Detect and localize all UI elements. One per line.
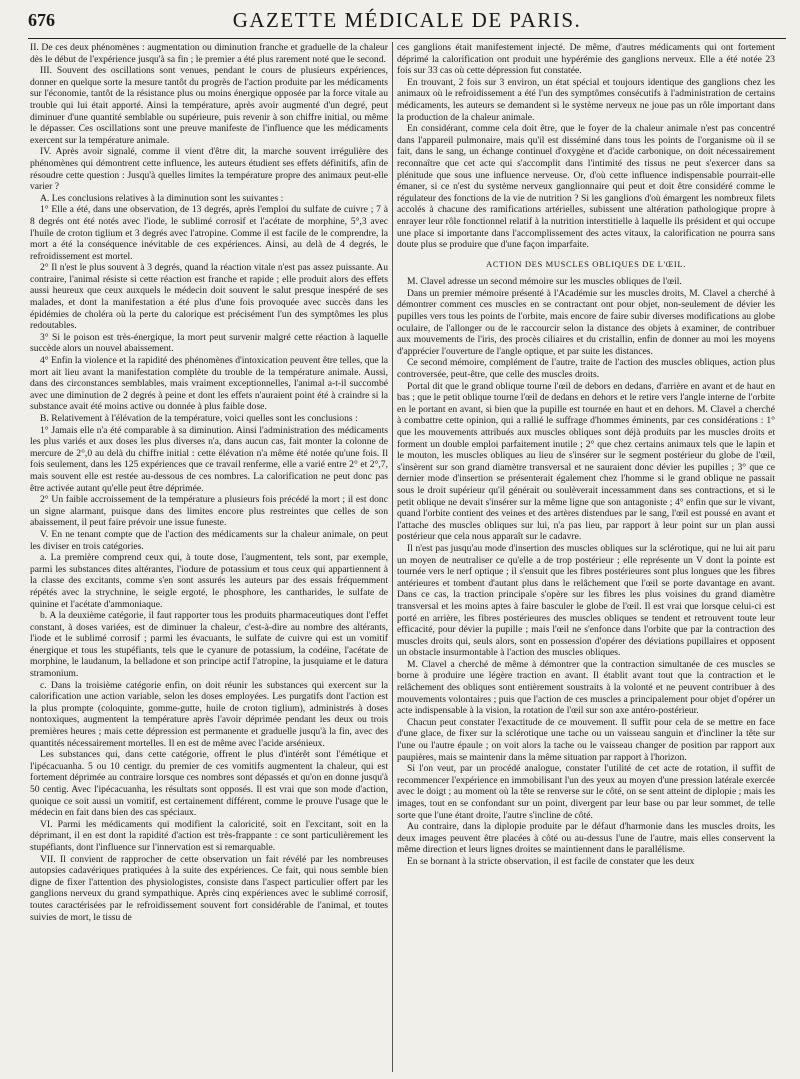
- paragraph: Dans un premier mémoire présenté à l'Académie sur les muscles droits, M. Clavel a cherché à démontrer comment ces muscles en se contractant ont pour objet, non-seulement de dévier les pupilles vers tous les points de l'orbite, mais encore de faire subir diverses modifications au globe oculaire, de l'allonger ou de le raccourcir selon la distance des objets à examiner, de contribuer aux mouvements de l'iris, des procès ciliaires et du cristallin, enfin de donner au moi les moyens d'apprécier l'ouverture de l'angle optique, et par suite les distances.: [397, 287, 775, 357]
- left-column: [30, 42, 388, 1072]
- journal-title: GAZETTE MÉDICALE DE PARIS.: [232, 8, 582, 32]
- paragraph: c. Dans la troisième catégorie enfin, on doit réunir les substances qui exercent sur la calorification une action variable, selon les doses employées. Les purgatifs dont l'action est la plus prompte (coloquinte, gomme-gutte, huile de croton tiglium), administrés à doses nontoxiques, augmentent la température après l'avoir déprimée pendant les deux ou trois premières heures ; mais cette dépression est permanente et graduelle jusqu'à la fin, avec des quantités nécessairement mortelles. Il en est de même avec l'acide arsénieux.: [30, 679, 388, 749]
- paragraph: M. Clavel adresse un second mémoire sur les muscles obliques de l'œil.: [407, 276, 682, 288]
- paragraph: Si l'on veut, par un procédé analogue, constater l'utilité de cet acte de rotation, il suffit de recommencer l'expérience en immobilisant l'un des yeux au moyen d'une pression latérale exercée avec le doigt ; au moment où la tête se renverse sur le côté, on se sent atteint de diplopie ; mais les images, tout en se confondant sur un point, divergent par leur base ou par leur sommet, de telle sorte que l'une étant droite, l'autre s'incline de côté.: [397, 763, 775, 821]
- paragraph: Chacun peut constater l'exactitude de ce mouvement. Il suffit pour cela de se mettre en face d'une glace, de fixer sur la sclérotique une tache ou un vaisseau sanguin et d'incliner la tête sur l'une ou l'autre épaule ; on voit alors la tache ou le vaisseau changer de position par rapport aux paupières, mais se maintenir dans la même situation par rapport à l'horizon.: [397, 716, 775, 763]
- paragraph: A. Les conclusions relatives à la diminution sont les suivantes :: [40, 192, 284, 204]
- paragraph: VII. Il convient de rapprocher de cette observation un fait révélé par les nombreuses autopsies cadavériques pratiquées à la suite des expériences. Ce fait, qui nous semble bien digne de fixer l'attention des physiologistes, consiste dans l'aspect particulier offert par les ganglions nerveux du grand sympathique. Après cinq expériences avec le sublimé corrosif, toutes caractérisées par le refroidissement souvent fort considérable de l'animal, et toutes suivies de mort, le tissu de: [30, 853, 388, 923]
- right-column: [397, 42, 775, 1072]
- paragraph: III. Souvent des oscillations sont venues, pendant le cours de plusieurs expériences, donner en quelque sorte la mesure tantôt du progrès de l'action produite par les médicaments sur l'économie, tantôt de la résistance plus ou moins énergique opposée par la force vitale au trouble qui lui était apporté. Ainsi la température, après avoir augmenté d'un degré, peut diminuer d'une quantité semblable ou supérieure, puis revenir à son chiffre initial, ou même le dépasser. Ces oscillations sont une preuve manifeste de l'influence que les médicaments exercent sur la température animale.: [30, 65, 388, 146]
- paragraph: B. Relativement à l'élévation de la température, voici quelles sont les conclusions :: [40, 413, 358, 424]
- paragraph: Ce second mémoire, complément de l'autre, traite de l'action des muscles obliques, action plus controversée, peut-être, que celle des muscles droits.: [397, 357, 775, 381]
- column-divider: [392, 42, 393, 1072]
- paragraph: b. A la deuxième catégorie, il faut rapporter tous les produits pharmaceutiques dont l'effet constant, à doses variées, est de diminuer la chaleur, c'est-à-dire au nombre des altérants, l'iode et le sublimé corrosif ; parmi les évacuants, le sulfate de cuivre qui est un vomitif énergique et tous les stupéfiants, tels que le cyanure de potassium, la codéine, l'acétate de morphine, le laudanum, la belladone et son principe actif l'atropine, la jusquiame et le datura stramonium.: [30, 610, 388, 680]
- paragraph: 1° Elle a été, dans une observation, de 13 degrés, après l'emploi du sulfate de cuivre ; 7 à 8 degrés ont été notés avec l'iode, le sublimé corrosif et l'acétate de morphine, 5°,3 avec l'huile de croton tiglium et 3 degrés avec l'atropine. Comme il est facile de le comprendre, la mort a été la conséquence inévitable de ces expériences. Ainsi, au delà de 4 degrés, le refroidissement est mortel.: [30, 204, 388, 262]
- paragraph: Les substances qui, dans cette catégorie, offrent le plus d'intérêt sont l'émétique et l'ipécacuanha. 5 ou 10 centigr. du premier de ces vomitifs augmentent la chaleur, qui est fortement déprimée au contraire lorsque ces nombres sont dépassés et qu'on en donne jusqu'à 50 centig. Avec l'ipécacuanha, les résultats sont opposés. Il est vrai que son mode d'action, quoique ce soit aussi un vomitif, est certainement différent, comme le prouve l'usage que le médecin en fait dans bien des cas spéciaux.: [30, 749, 388, 819]
- paragraph: a. La première comprend ceux qui, à toute dose, l'augmentent, tels sont, par exemple, parmi les substances dites altérantes, l'iodure de potassium et tous ceux qui appartiennent à la classe des excitants, comme s'en sont assurés les auteurs par des essais fréquemment répétés avec la strychnine, le seigle ergoté, le phosphore, les cantharides, le sulfate de quinine et l'acétate d'ammoniaque.: [30, 552, 388, 610]
- paragraph: 2° Un faible accroissement de la température a plusieurs fois précédé la mort ; il est donc un signe alarmant, puisque dans des limites encore plus restreintes que celles de son abaissement, il peut faire prévoir une issue funeste.: [30, 494, 388, 529]
- paragraph: VI. Parmi les médicaments qui modifient la caloricité, soit en l'excitant, soit en la déprimant, il en est dont la rapidité d'action est très-frappante : ce sont particulièrement les stupéfiants, dont l'influence sur l'innervation est si remarquable.: [30, 818, 388, 853]
- paragraph: 3° Si le poison est très-énergique, la mort peut survenir malgré cette réaction à laquelle succède alors un nouvel abaissement.: [30, 331, 388, 355]
- paragraph: En considérant, comme cela doit être, que le foyer de la chaleur animale n'est pas concentré dans l'appareil pulmonaire, mais qu'il est disséminé dans tous les points de l'organisme où il se fait, dans le sang, un échange continuel d'oxygène et d'acide carbonique, on doit nécessairement reconnaître que cet acte qui s'accomplit dans l'intimité des tissus ne peut s'exercer dans sa plénitude que sous une influence nerveuse. Or, d'où cette influence indispensable pourrait-elle émaner, si ce n'est du système nerveux ganglionnaire qui peut et doit être considéré comme le régulateur des fonctions de la vie de nutrition ? Si les ganglions d'où émargent les nombreux filets accolés à chacune des ramifications artérielles, subissent une altération pathologique propre à enrayer leur rôle fonctionnel relatif à la nutrition interstitielle à laquelle ils président et qui occupe une place si importante dans l'accomplissement des actes vitaux, la calorification ne pourra sans doute plus se produire que d'une façon imparfaite.: [397, 123, 775, 251]
- paragraph: IV. Après avoir signalé, comme il vient d'être dit, la marche souvent irrégulière des phénomènes qui démontrent cette influence, les auteurs étudient ses effets définitifs, afin de résoudre cette question : Jusqu'à quelles limites la température propre des animaux peut-elle varier ?: [30, 146, 388, 193]
- section-heading: ACTION DES MUSCLES OBLIQUES DE L'ŒIL.: [486, 258, 686, 269]
- paragraph: ces ganglions était manifestement injecté. De même, d'autres médicaments qui ont fortement déprimé la calorification ont produit une hypérémie des ganglions nerveux. Elle a été notée 23 fois sur 33 cas où cette dépression fut constatée.: [397, 42, 775, 77]
- paragraph: En trouvant, 2 fois sur 3 environ, un état spécial et toujours identique des ganglions chez les animaux où le refroidissement a été l'un des symptômes consécutifs à l'administration de certains médicaments, les auteurs se demandent si le système nerveux ne joue pas un rôle important dans la production de la chaleur animale.: [397, 76, 775, 123]
- paragraph: V. En ne tenant compte que de l'action des médicaments sur la chaleur animale, on peut les diviser en trois catégories.: [30, 528, 388, 552]
- paragraph: M. Clavel a cherché de même à démontrer que la contraction simultanée de ces muscles se borne à produire une légère traction en avant. Il établit avant tout que la contraction et le relâchement des obliques sont entièrement soustraits à la volonté et ne peuvent contribuer à des mouvements volontaires ; puis que l'action de ces muscles a principalement pour objet d'opérer un acte indispensable à la vision, la rotation de l'œil sur son axe antéro-postérieur.: [397, 658, 775, 717]
- page-number: 676: [28, 10, 55, 30]
- paragraph: Portal dit que le grand oblique tourne l'œil de debors en dedans, d'arrière en avant et de haut en bas ; que le petit oblique tourne l'œil de dedans en dehors et le retire vers l'angle interne de l'orbite en le portant en avant, si bien que la pupille est tournée en haut et en dehors. M. Clavel a cherché à combattre cette opinion, qui a rallié le suffrage d'hommes éminents, par ces considérations : 1° que les mouvements attribués aux muscles obliques sont déjà produits par les muscles droits et forment un double emploi parfaitement inutile ; 2° que chez certains animaux tels que le lapin et le mouton, les muscles obliques au lieu de s'insérer sur le segment postérieur du globe de l'œil, s'insèrent sur son grand diamètre transversal et ne sauraient donc dévier les pupilles ; 3° que ce dernier mode d'insertion se présenterait également chez l'homme si le grand oblique ne passait sous le droit supérieur qu'il générait ou soulèverait incessamment dans ses contractions, et si le petit oblique ne devait s'insérer sur la même ligne que son antagoniste ; 4° enfin que sur le vivant, quand l'orbite contient des veines et des artères distendues par le sang, l'œil est poussé en avant et l'attache des muscles obliques sur lui, n'a pas lieu, par rapport à leur point sur un plan aussi postérieur que cela nous apparaît sur le cadavre.: [397, 380, 775, 543]
- paragraph: II. De ces deux phénomènes : augmentation ou diminution franche et graduelle de la chaleur dès le début de l'expérience jusqu'à sa fin ; le premier a été plus rarement noté que le second.: [30, 42, 388, 65]
- paragraph: Il n'est pas jusqu'au mode d'insertion des muscles obliques sur la sclérotique, qui ne lui ait paru un moyen de neutraliser ce qu'elle a de trop postérieur ; elle représente un V dont la pointe est tournée vers le nerf optique ; il s'ensuit que les fibres postérieures sont plus longues que les fibres antérieures et tombent d'autant plus dans le relâchement que l'œil se porte davantage en avant. Dans ce cas, la traction principale s'opère sur les fibres les plus voisines du grand diamètre transversal et les moins aptes à faire basculer le globe de l'œil. Il est vrai que lorsque celui-ci est porté en arrière, les fibres postérieures des muscles obliques se tendent et retrouvent toute leur efficacité, pour dévier la pupille ; mais l'œil ne s'enfonce dans l'orbite que par la contraction des muscles droits qui, seuls alors, sont en possession d'opérer des déviations pupillaires et opposent un obstacle insurmontable à l'action des muscles obliques.: [397, 542, 775, 659]
- paragraph: 4° Enfin la violence et la rapidité des phénomènes d'intoxication peuvent être telles, que la mort ait lieu avant la manifestation complète du trouble de la température animale. Aussi, dans des circonstances semblables, mais vraiment exceptionnelles, l'animal a-t-il succombé avec une diminution de 2 degrés à peine et dont les effets n'auraient point été à craindre si la substance avait été moins active ou donnée à plus faible dose.: [30, 355, 388, 413]
- paragraph: Au contraire, dans la diplopie produite par le défaut d'harmonie dans les muscles droits, les deux images peuvent être placées à côté ou au-dessus l'une de l'autre, mais elles conservent la même direction et leurs lignes droites se maintiennent dans le parallélisme.: [397, 821, 775, 856]
- paragraph: En se bornant à la stricte observation, il est facile de constater que les deux: [407, 855, 695, 867]
- paragraph: 1° Jamais elle n'a été comparable à sa diminution. Ainsi l'administration des médicaments les plus variés et aux doses les plus diverses n'a, dans aucun cas, fait monter la colonne de mercure de 2°,0 au delà du chiffre initial : cette élévation n'a même été notée qu'une fois. Il fois seulement, dans les 125 expériences que ce travail renferme, elle a varié entre 2° et 2°,7, mais souvent elle est restée au-dessous de ces nombres. La calorification ne peut donc pas être activée autant qu'elle peut être déprimée.: [30, 424, 388, 494]
- page-header: [28, 8, 786, 39]
- paragraph: 2° Il n'est le plus souvent à 3 degrés, quand la réaction vitale n'est pas assez puissante. Au contraire, l'animal résiste si cette réaction est franche et rapide ; elle produit alors des effets aussi heureux que ceux auxquels le médecin doit souvent le salut presque inespéré de ses malades, et dont la manifestation a été plus d'une fois provoquée avec succès dans les épidémies de choléra où la perte du calorique est précisément l'un des symptômes les plus redoutables.: [30, 262, 388, 332]
